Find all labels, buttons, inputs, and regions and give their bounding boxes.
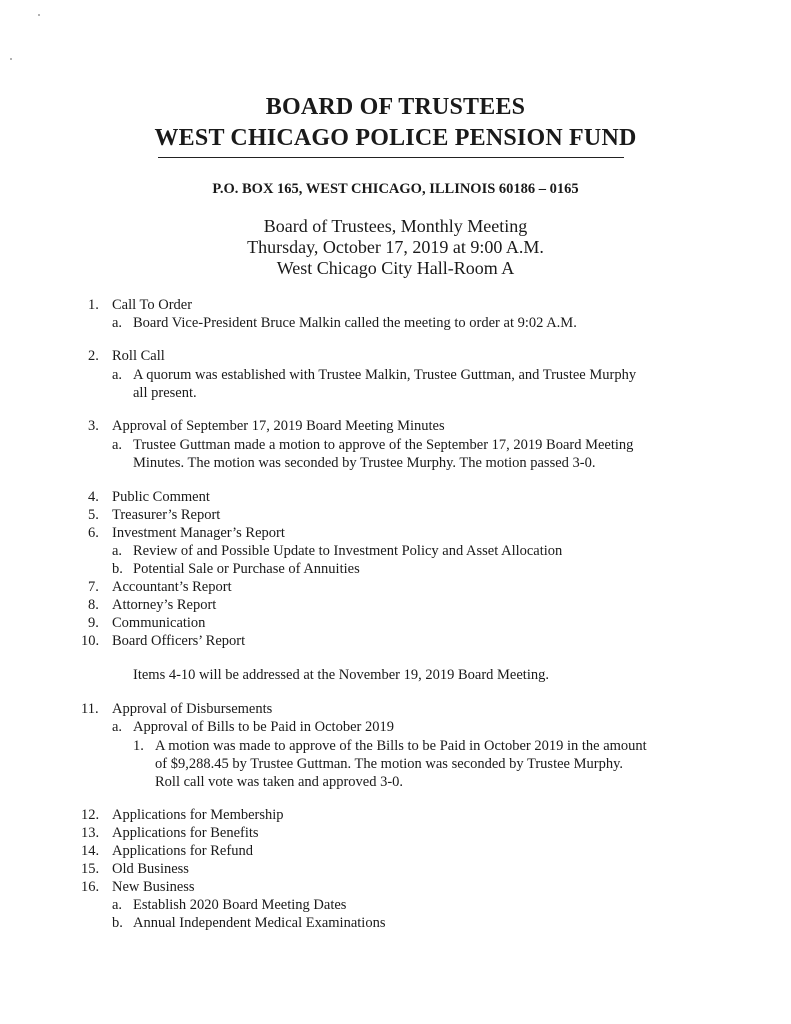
- item-board-officers-report: Board Officers’ Report: [112, 633, 246, 649]
- item-accountants-report: Accountant’s Report: [112, 579, 232, 595]
- subitem-meeting-dates: Establish 2020 Board Meeting Dates: [133, 897, 347, 913]
- scan-speck: [10, 58, 12, 60]
- item-number: 9.: [88, 615, 99, 631]
- item-call-to-order: Call To Order: [112, 297, 193, 313]
- subitem-investment-policy: Review of and Possible Update to Investment Policy and Asset Allocation: [133, 543, 563, 559]
- item-number: 10.: [81, 633, 100, 649]
- subitem-letter: a.: [112, 719, 123, 735]
- subitem-letter: b.: [112, 561, 123, 577]
- item-number: 12.: [81, 807, 100, 823]
- item-old-business: Old Business: [112, 861, 189, 877]
- subitem-letter: b.: [112, 915, 123, 931]
- subitem-annuities: Potential Sale or Purchase of Annuities: [133, 561, 360, 577]
- item-public-comment: Public Comment: [112, 489, 210, 505]
- item-refund: Applications for Refund: [112, 843, 253, 859]
- item-treasurers-report: Treasurer’s Report: [112, 507, 221, 523]
- item-approval-minutes: Approval of September 17, 2019 Board Meeting Minutes: [112, 418, 445, 434]
- item-communication: Communication: [112, 615, 206, 631]
- deferred-items-note: Items 4-10 will be addressed at the November 19, 2019 Board Meeting.: [133, 667, 549, 683]
- item-number: 7.: [88, 579, 99, 595]
- subitem-approval-minutes-a: Trustee Guttman made a motion to approve of the September 17, 2019 Board Meeting: [133, 437, 634, 453]
- subitem-medical-exams: Annual Independent Medical Examinations: [133, 915, 386, 931]
- item-membership: Applications for Membership: [112, 807, 284, 823]
- subsubitem-bills-motion-cont: of $9,288.45 by Trustee Guttman. The motion was seconded by Trustee Murphy.: [155, 756, 624, 772]
- meeting-datetime: Thursday, October 17, 2019 at 9:00 A.M.: [247, 237, 544, 257]
- item-number: 15.: [81, 861, 100, 877]
- item-new-business: New Business: [112, 879, 195, 895]
- document-title-line1: BOARD OF TRUSTEES: [265, 94, 526, 120]
- subsubitem-bills-vote: Roll call vote was taken and approved 3-0.: [155, 774, 404, 790]
- subitem-letter: a.: [112, 897, 123, 913]
- subitem-letter: a.: [112, 543, 123, 559]
- item-investment-report: Investment Manager’s Report: [112, 525, 285, 541]
- subitem-call-to-order-a: Board Vice-President Bruce Malkin called the meeting to order at 9:02 A.M.: [133, 315, 577, 331]
- item-number: 16.: [81, 879, 100, 895]
- subitem-letter: a.: [112, 367, 123, 383]
- item-attorneys-report: Attorney’s Report: [112, 597, 217, 613]
- meeting-location: West Chicago City Hall-Room A: [276, 258, 515, 278]
- subitem-roll-call-a-cont: all present.: [133, 385, 197, 401]
- subsubitem-bills-motion: A motion was made to approve of the Bills to be Paid in October 2019 in the amount: [155, 738, 647, 754]
- subitem-letter: a.: [112, 437, 123, 453]
- item-number: 1.: [88, 297, 99, 313]
- item-number: 4.: [88, 489, 99, 505]
- address-line: P.O. BOX 165, WEST CHICAGO, ILLINOIS 60186 – 0165: [212, 181, 579, 197]
- item-disbursements: Approval of Disbursements: [112, 701, 273, 717]
- item-number: 13.: [81, 825, 100, 841]
- item-number: 11.: [81, 701, 99, 717]
- item-roll-call: Roll Call: [112, 348, 165, 364]
- item-benefits: Applications for Benefits: [112, 825, 259, 841]
- subitem-approval-minutes-a-cont: Minutes. The motion was seconded by Trustee Murphy. The motion passed 3-0.: [133, 455, 596, 471]
- subitem-roll-call-a: A quorum was established with Trustee Malkin, Trustee Guttman, and Trustee Murphy: [133, 367, 637, 383]
- item-number: 14.: [81, 843, 100, 859]
- item-number: 3.: [88, 418, 99, 434]
- subitem-bills: Approval of Bills to be Paid in October 2019: [133, 719, 394, 735]
- scan-speck: [38, 14, 40, 16]
- title-underline: [158, 157, 624, 158]
- document-title-line2: WEST CHICAGO POLICE PENSION FUND: [154, 125, 637, 151]
- subsubitem-number: 1.: [133, 738, 144, 754]
- item-number: 2.: [88, 348, 99, 364]
- subitem-letter: a.: [112, 315, 123, 331]
- item-number: 6.: [88, 525, 99, 541]
- item-number: 8.: [88, 597, 99, 613]
- meeting-name: Board of Trustees, Monthly Meeting: [263, 216, 528, 236]
- item-number: 5.: [88, 507, 99, 523]
